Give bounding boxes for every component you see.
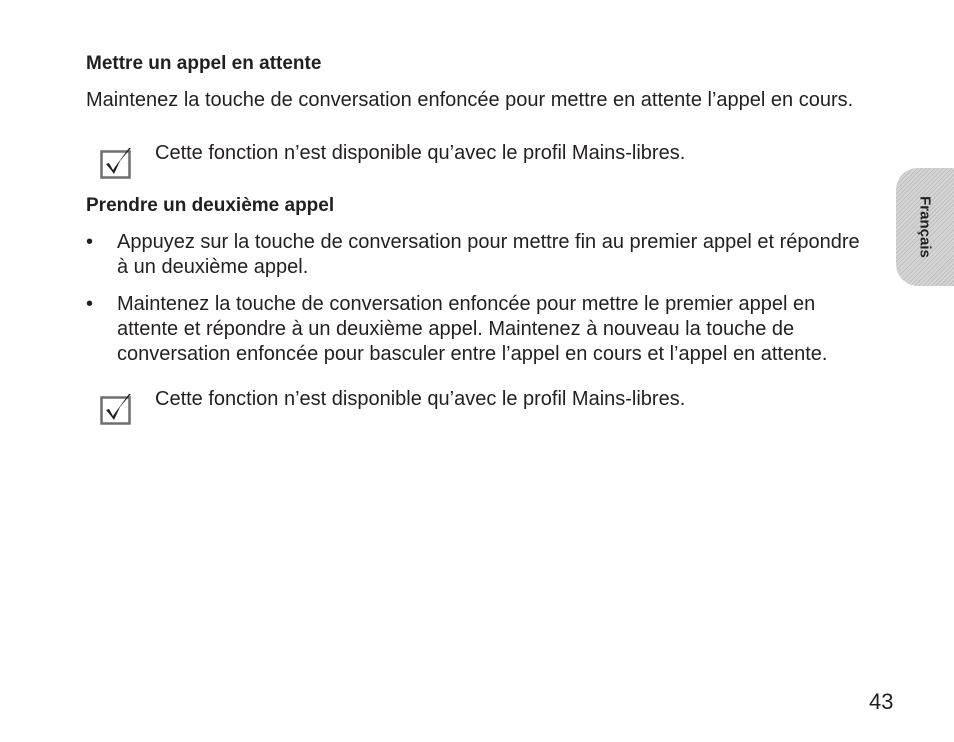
list-item (86, 292, 866, 367)
note-second-call (86, 387, 866, 427)
note-text: Cette fonction n’est disponible qu’avec le profil Mains-libres. (155, 142, 686, 164)
bullet-marker: • (86, 231, 94, 253)
section-heading-second-call: Prendre un deuxième appel (86, 195, 335, 216)
checkbox-check-icon (100, 147, 132, 179)
note-text: Cette fonction n’est disponible qu’avec le profil Mains-libres. (155, 388, 686, 410)
bullet-list (86, 230, 866, 367)
note-hold-call (86, 141, 866, 181)
section-paragraph-hold-call: Maintenez la touche de conversation enfoncée pour mettre en attente l’appel en cours. (86, 89, 854, 111)
section-heading-hold-call: Mettre un appel en attente (86, 53, 322, 74)
language-tab-label: Français (916, 196, 934, 258)
bullet-text: Appuyez sur la touche de conversation pour mettre fin au premier appel et répondre à un deuxième appel. (117, 231, 860, 278)
bullet-marker: • (86, 293, 94, 315)
checkbox-check-icon (100, 393, 132, 425)
page-number: 43 (869, 689, 894, 714)
page-content (86, 52, 866, 427)
list-item (86, 230, 866, 280)
language-tab (896, 168, 954, 286)
bullet-text: Maintenez la touche de conversation enfoncée pour mettre le premier appel en attente et répondre à un deuxième appel. Maintenez à nouveau la touche de conversation enfoncée pour basculer entre l’appel en cours et l’appel en attente. (117, 293, 828, 365)
